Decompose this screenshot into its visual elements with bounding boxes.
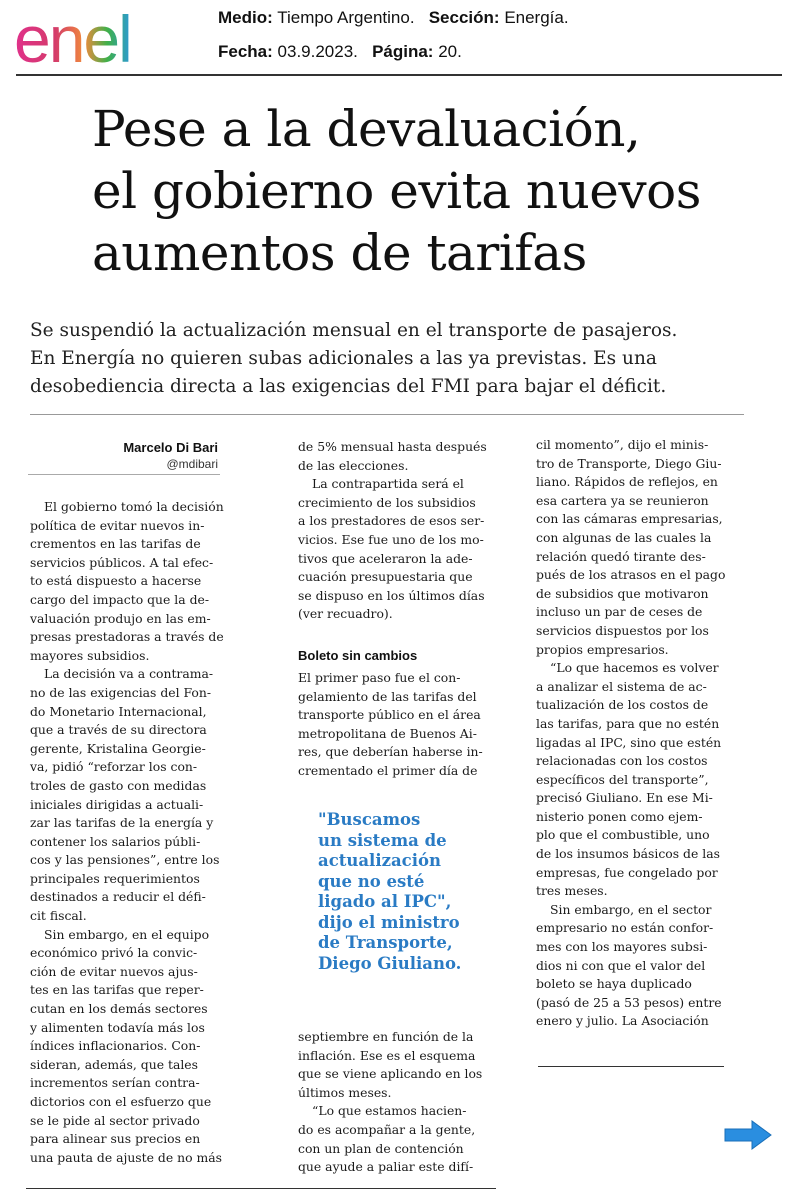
text-line: La contrapartida será el [312, 476, 464, 492]
seccion-value: Energía. [504, 8, 569, 27]
text-line: mes con los mayores subsi- [536, 939, 708, 955]
article-end-rule [538, 1066, 724, 1067]
fecha-label: Fecha: [218, 42, 273, 61]
text-line: tualización de los costos de [536, 697, 709, 713]
arrow-right-icon[interactable] [722, 1118, 774, 1152]
text-line: relación quedó tirante des- [536, 548, 706, 564]
text-line: se le pide al sector privado [30, 1112, 200, 1128]
pagina-value: 20. [438, 42, 462, 61]
pull-quote-line: que no esté [318, 871, 425, 891]
pull-quote-line: un sistema de [318, 830, 447, 850]
author-handle: @mdibari [166, 457, 218, 471]
text-line: cuación presupuestaria que [298, 569, 473, 585]
text-line: a los prestadores de esos ser- [298, 513, 485, 529]
text-line: y alimenten todavía más los [30, 1019, 205, 1035]
text-line: propios empresarios. [536, 641, 669, 657]
text-line: cos y las pensiones”, entre los [30, 852, 220, 868]
text-line: pués de los atrasos en el pago [536, 567, 726, 583]
pull-quote-line: Diego Giuliano. [318, 953, 462, 973]
text-line: empresario no están confor- [536, 920, 714, 936]
text-line: relacionadas con los costos [536, 753, 708, 769]
text-line: troles de gasto con medidas [30, 777, 207, 793]
bottom-divider [26, 1188, 496, 1189]
text-line: liano. Rápidos de reflejos, en [536, 474, 718, 490]
text-line: con algunas de las cuales la [536, 529, 712, 545]
text-line: “Lo que hacemos es volver [550, 660, 719, 676]
body-column-1 [30, 498, 230, 1167]
deck-divider [30, 414, 744, 415]
pull-quote-line: "Buscamos [318, 810, 421, 829]
text-line: enero y julio. La Asociación [536, 1013, 709, 1029]
pull-quote-line: de Transporte, [318, 933, 453, 952]
pull-quote-line: dijo el ministro [318, 912, 460, 932]
text-line: transporte público en el área [298, 707, 481, 723]
text-line: no de las exigencias del Fon- [30, 684, 212, 700]
text-line: Sin embargo, en el sector [550, 901, 712, 917]
text-line: una pauta de ajuste de no más [30, 1149, 222, 1165]
text-line: cutan en los demás sectores [30, 1001, 208, 1017]
text-line: sideran, además, que tales [30, 1056, 198, 1072]
text-line: (ver recuadro). [298, 606, 393, 622]
text-line: cil momento”, dijo el minis- [536, 437, 709, 452]
header-divider [16, 74, 782, 76]
text-line: destinados a reducir el défi- [30, 889, 206, 905]
body-column-2-top [298, 438, 494, 624]
text-line: dios ni con que el valor del [536, 957, 706, 973]
date-page-line [218, 42, 462, 62]
text-line: con las cámaras empresarias, [536, 511, 723, 527]
deck-line: En Energía no quieren subas adicionales a las ya previstas. Es una [30, 348, 657, 369]
text-line: de subsidios que motivaron [536, 585, 709, 601]
text-line: ción de evitar nuevos ajus- [30, 963, 198, 979]
text-line: El gobierno tomó la decisión [44, 499, 224, 514]
svg-text:enel: enel [14, 4, 131, 70]
body-column-2-bottom [298, 1028, 494, 1177]
text-line: iniciales dirigidas a actuali- [30, 796, 204, 812]
text-line: precisó Giuliano. En ese Mi- [536, 790, 713, 806]
text-line: do Monetario Internacional, [30, 703, 207, 719]
text-line: vicios. Ese fue uno de los mo- [298, 531, 484, 547]
headline-line: aumentos de tarifas [92, 224, 587, 282]
byline-divider [28, 474, 220, 475]
text-line: gerente, Kristalina Georgie- [30, 740, 206, 756]
text-line: boleto se haya duplicado [536, 976, 692, 992]
text-line: mayores subsidios. [30, 647, 150, 663]
text-line: incluso un par de ceses de [536, 604, 703, 620]
text-line: va, pidió “reforzar los con- [30, 759, 198, 775]
headline [92, 98, 772, 284]
text-line: plo que el combustible, uno [536, 827, 710, 843]
text-line: crementado el primer día de [298, 762, 478, 778]
text-line: incrementos serían contra- [30, 1075, 200, 1091]
text-line: do es acompañar a la gente, [298, 1121, 476, 1137]
text-line: cargo del impacto que la de- [30, 591, 210, 607]
pull-quote-line: actualización [318, 851, 441, 870]
body-column-3 [536, 436, 732, 1031]
text-line: ligadas al IPC, sino que estén [536, 734, 722, 750]
text-line: cit fiscal. [30, 908, 87, 924]
pull-quote [318, 810, 488, 974]
headline-line: el gobierno evita nuevos [92, 162, 701, 220]
text-line: presas prestadoras a través de [30, 629, 224, 645]
deck-subtitle [30, 317, 750, 401]
deck-line: Se suspendió la actualización mensual en el transporte de pasajeros. [30, 320, 678, 341]
text-line: principales requerimientos [30, 870, 200, 886]
text-line: de los insumos básicos de las [536, 846, 720, 862]
pagina-label: Página: [372, 42, 434, 61]
text-line: to está dispuesto a hacerse [30, 573, 202, 589]
seccion-label: Sección: [428, 8, 500, 27]
text-line: que se viene aplicando en los [298, 1066, 483, 1082]
text-line: Sin embargo, en el equipo [44, 926, 210, 942]
text-line: empresas, fue congelado por [536, 864, 718, 880]
text-line: contener los salarios públi- [30, 833, 201, 849]
text-line: valuación produjo en las em- [30, 610, 211, 626]
text-line: para alinear sus precios en [30, 1131, 201, 1147]
text-line: de 5% mensual hasta después [298, 439, 487, 454]
text-line: que ayude a paliar este difí- [298, 1159, 474, 1175]
text-line: servicios dispuestos por los [536, 622, 709, 638]
byline [30, 439, 218, 472]
text-line: de las elecciones. [298, 457, 409, 473]
text-line: El primer paso fue el con- [298, 670, 461, 685]
text-line: índices inflacionarios. Con- [30, 1038, 201, 1054]
text-line: crecimiento de los subsidios [298, 494, 476, 510]
text-line: gelamiento de las tarifas del [298, 688, 477, 704]
text-line: “Lo que estamos hacien- [312, 1103, 467, 1119]
text-line: tivos que aceleraron la ade- [298, 550, 473, 566]
text-line: dictorios con el esfuerzo que [30, 1094, 212, 1109]
text-line: a analizar el sistema de ac- [536, 678, 707, 694]
enel-logo [14, 4, 184, 70]
section-subhead: Boleto sin cambios [298, 648, 418, 663]
text-line: esa cartera ya se reunieron [536, 492, 709, 508]
deck-line: desobediencia directa a las exigencias del FMI para bajar el déficit. [30, 376, 667, 397]
text-line: zar las tarifas de la energía y [30, 815, 214, 831]
text-line: crementos en las tarifas de [30, 536, 201, 552]
text-line: tes en las tarifas que reper- [30, 982, 204, 998]
pull-quote-line: ligado al IPC", [318, 892, 452, 911]
text-line: específicos del transporte”, [536, 771, 709, 787]
text-line: política de evitar nuevos in- [30, 517, 205, 533]
text-line: inflación. Ese es el esquema [298, 1047, 476, 1063]
text-line: últimos meses. [298, 1084, 392, 1100]
text-line: nisterio ponen como ejem- [536, 808, 703, 824]
text-line: (pasó de 25 a 53 pesos) entre [536, 994, 722, 1010]
text-line: tres meses. [536, 883, 608, 899]
medio-label: Medio: [218, 8, 273, 27]
fecha-value: 03.9.2023. [277, 42, 358, 61]
text-line: La decisión va a contrama- [44, 666, 214, 682]
text-line: septiembre en función de la [298, 1029, 474, 1044]
text-line: res, que deberían haberse in- [298, 744, 483, 760]
text-line: las tarifas, para que no estén [536, 715, 720, 731]
text-line: tro de Transporte, Diego Giu- [536, 455, 722, 471]
text-line: que a través de su directora [30, 722, 207, 738]
text-line: con un plan de contención [298, 1140, 464, 1156]
headline-line: Pese a la devaluación, [92, 100, 641, 158]
medio-value: Tiempo Argentino. [277, 8, 415, 27]
text-line: servicios públicos. A tal efec- [30, 554, 214, 570]
media-info-line [218, 8, 569, 28]
author-name: Marcelo Di Bari [123, 440, 218, 455]
body-column-2-middle [298, 669, 494, 781]
text-line: metropolitana de Buenos Ai- [298, 725, 477, 741]
text-line: se dispuso en los últimos días [298, 587, 485, 603]
text-line: económico privó la convic- [30, 945, 198, 961]
